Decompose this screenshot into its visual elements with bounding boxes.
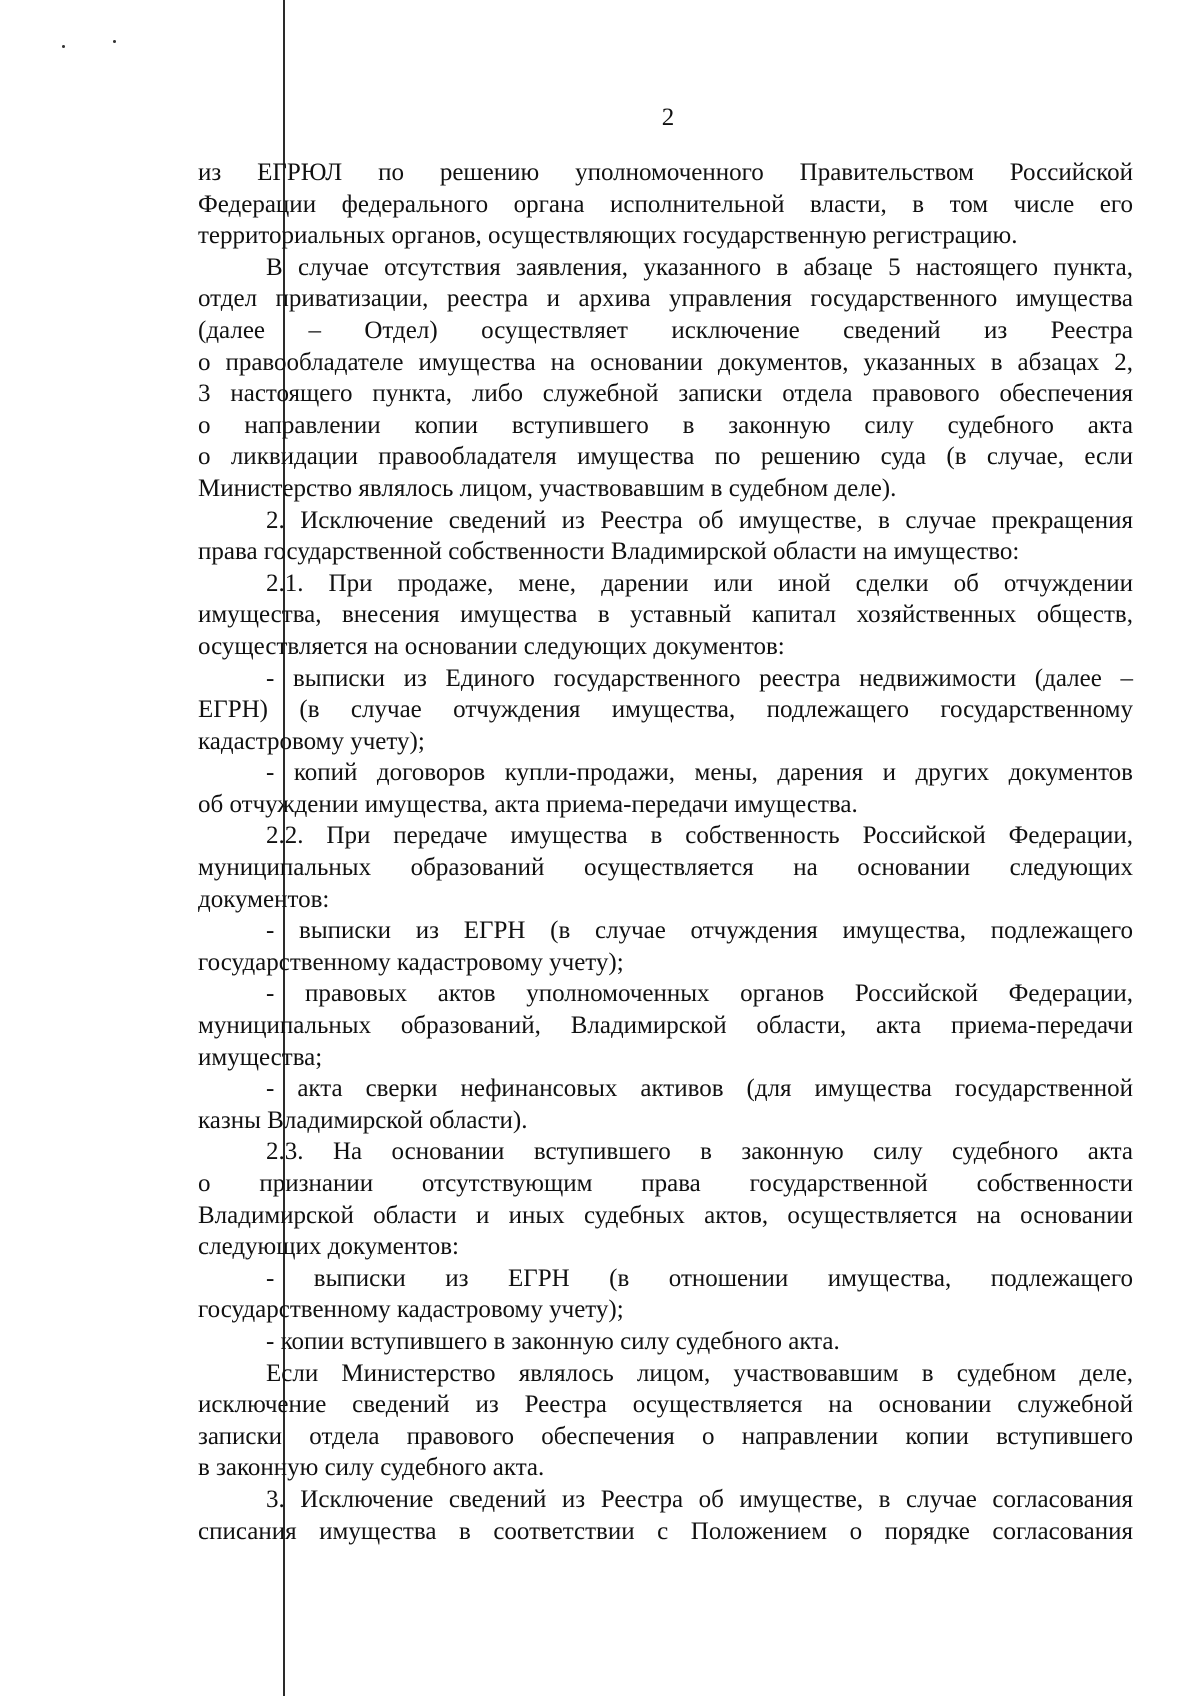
body-line: документов: bbox=[198, 885, 330, 913]
body-line: списания имущества в соответствии с Положением о порядке согласования bbox=[198, 1517, 1133, 1545]
body-line: муниципальных образований, Владимирской области, акта приема-передачи bbox=[198, 1012, 1133, 1040]
body-line: 3. Исключение сведений из Реестра об имуществе, в случае согласования bbox=[266, 1485, 1133, 1513]
body-line: следующих документов: bbox=[198, 1233, 459, 1261]
body-line: имущества; bbox=[198, 1043, 323, 1071]
body-line: - выписки из Единого государственного реестра недвижимости (далее – bbox=[266, 664, 1133, 692]
body-line: - акта сверки нефинансовых активов (для имущества государственной bbox=[266, 1075, 1133, 1103]
body-line: права государственной собственности Владимирской области на имущество: bbox=[198, 538, 1020, 566]
body-line: о правообладателе имущества на основании документов, указанных в абзацах 2, bbox=[198, 348, 1133, 376]
body-line: кадастровому учету); bbox=[198, 727, 425, 755]
body-line: записки отдела правового обеспечения о направлении копии вступившего bbox=[198, 1422, 1133, 1450]
body-line: - правовых актов уполномоченных органов Российской Федерации, bbox=[266, 980, 1133, 1008]
body-line: Владимирской области и иных судебных актов, осуществляется на основании bbox=[198, 1201, 1133, 1229]
body-line: из ЕГРЮЛ по решению уполномоченного Правительством Российской bbox=[198, 159, 1133, 186]
body-line: государственному кадастровому учету); bbox=[198, 948, 624, 976]
body-line: исключение сведений из Реестра осуществляется на основании служебной bbox=[198, 1391, 1133, 1419]
body-line: - выписки из ЕГРН (в случае отчуждения имущества, подлежащего bbox=[266, 917, 1133, 945]
body-line: (далее – Отдел) осуществляет исключение сведений из Реестра bbox=[198, 316, 1133, 344]
body-line: об отчуждении имущества, акта приема-передачи имущества. bbox=[198, 790, 858, 818]
body-line: имущества, внесения имущества в уставный капитал хозяйственных обществ, bbox=[198, 601, 1133, 629]
body-line: отдел приватизации, реестра и архива управления государственного имущества bbox=[198, 285, 1133, 313]
body-line: 2.3. На основании вступившего в законную силу судебного акта bbox=[266, 1138, 1133, 1166]
body-line: Федерации федерального органа исполнительной власти, в том числе его bbox=[198, 190, 1133, 218]
body-line: Если Министерство являлось лицом, участвовавшим в судебном деле, bbox=[266, 1359, 1133, 1387]
page-number: 2 bbox=[661, 104, 675, 131]
body-line: муниципальных образований осуществляется на основании следующих bbox=[198, 854, 1133, 882]
body-line: о направлении копии вступившего в законную силу судебного акта bbox=[198, 411, 1133, 439]
scan-speck bbox=[113, 40, 116, 43]
body-line: - копий договоров купли-продажи, мены, дарения и других документов bbox=[266, 759, 1133, 787]
scan-speck bbox=[62, 45, 65, 48]
body-line: 3 настоящего пункта, либо служебной записки отдела правового обеспечения bbox=[198, 380, 1133, 408]
body-line: о ликвидации правообладателя имущества по решению суда (в случае, если bbox=[198, 443, 1133, 471]
body-line: территориальных органов, осуществляющих государственную регистрацию. bbox=[198, 222, 1018, 250]
body-line: Министерство являлось лицом, участвовавшим в судебном деле). bbox=[198, 474, 897, 502]
body-line: в законную силу судебного акта. bbox=[198, 1454, 545, 1482]
body-line: осуществляется на основании следующих документов: bbox=[198, 632, 785, 660]
body-line: - выписки из ЕГРН (в отношении имущества, подлежащего bbox=[266, 1264, 1133, 1292]
body-line: государственному кадастровому учету); bbox=[198, 1296, 624, 1324]
body-line: 2.1. При продаже, мене, дарении или иной сделки об отчуждении bbox=[266, 569, 1133, 597]
body-line: - копии вступившего в законную силу судебного акта. bbox=[266, 1327, 840, 1355]
document-body bbox=[198, 157, 1133, 1547]
body-line: ЕГРН) (в случае отчуждения имущества, подлежащего государственному bbox=[198, 696, 1133, 724]
body-line: 2.2. При передаче имущества в собственность Российской Федерации, bbox=[266, 822, 1133, 850]
body-line: В случае отсутствия заявления, указанного в абзаце 5 настоящего пункта, bbox=[266, 253, 1133, 281]
body-line: о признании отсутствующим права государственной собственности bbox=[198, 1170, 1133, 1197]
body-line: казны Владимирской области). bbox=[198, 1106, 528, 1134]
body-line: 2. Исключение сведений из Реестра об имуществе, в случае прекращения bbox=[266, 506, 1133, 534]
